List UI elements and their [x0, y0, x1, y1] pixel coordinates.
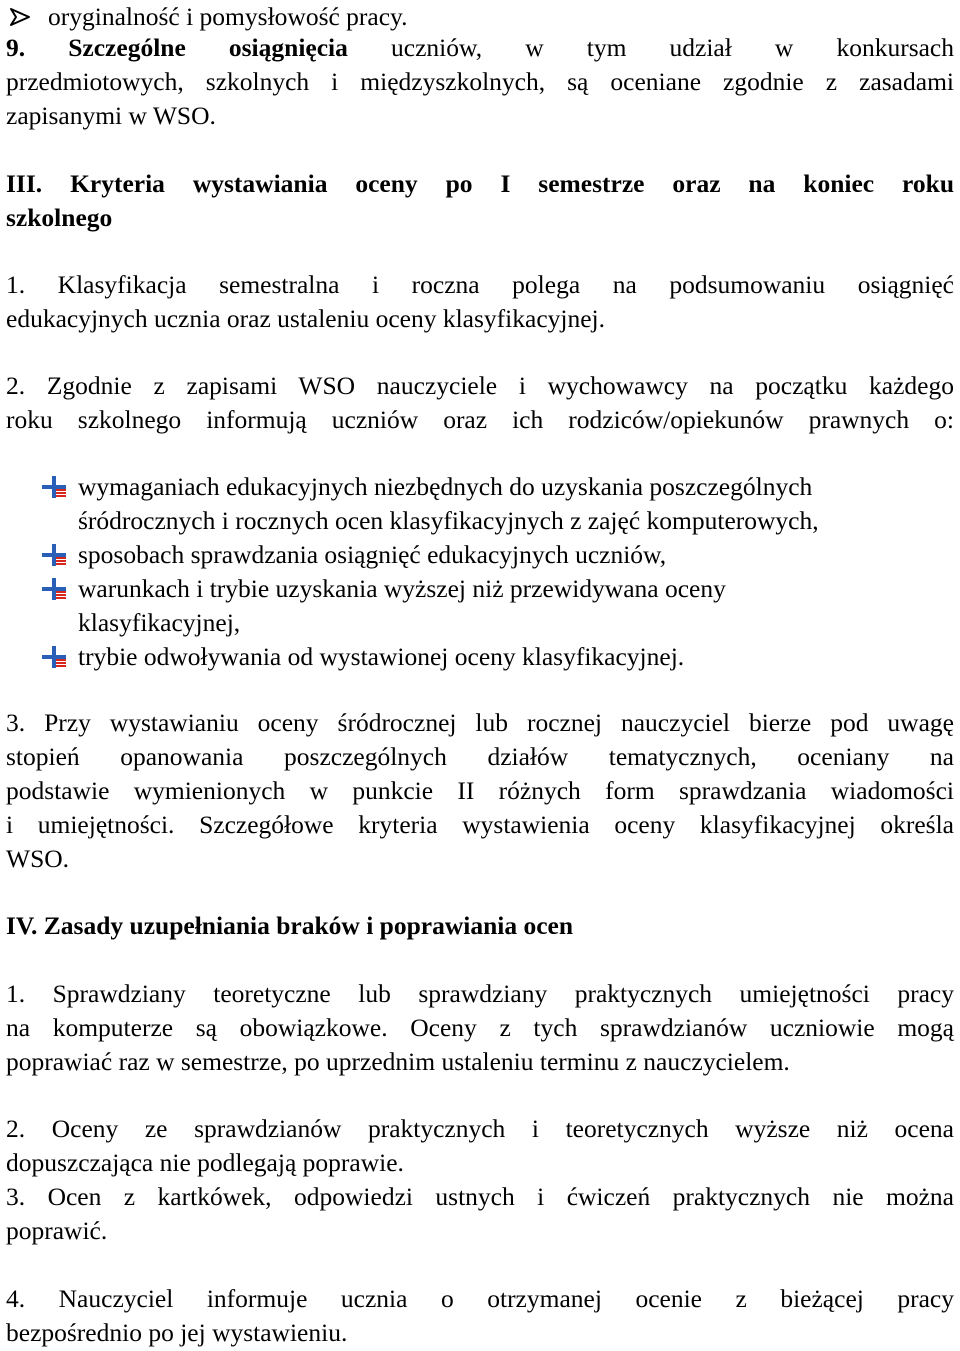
section-3-paragraph-3-line-3: podstawie wymienionych w punkcie II różnych form sprawdzania wiadomości — [6, 776, 954, 805]
section-3-paragraph-3-line-1: 3. Przy wystawianiu oceny śródrocznej lub rocznej nauczyciel bierze pod uwagę — [6, 708, 954, 737]
section-3-paragraph-1-line-2: edukacyjnych ucznia oraz ustaleniu oceny klasyfikacyjnej. — [6, 304, 606, 333]
section-3-paragraph-3-line-5: WSO. — [6, 844, 70, 873]
bullet-item-line-1: trybie odwoływania od wystawionej oceny klasyfikacyjnej. — [78, 642, 685, 671]
section-3-heading-line-1: III. Kryteria wystawiania oceny po I semestrze oraz na koniec roku — [6, 169, 954, 198]
bullet-item-line-2: klasyfikacyjnej, — [78, 608, 241, 637]
section-4-paragraph-2-line-1: 2. Oceny ze sprawdzianów praktycznych i teoretycznych wyższe niż ocena — [6, 1114, 954, 1143]
section-4-paragraph-3-line-2: poprawić. — [6, 1216, 108, 1245]
plus-grid-bullet-icon — [42, 646, 68, 668]
arrow-list-item-text: oryginalność i pomysłowość pracy. — [48, 2, 408, 31]
requirements-bullet-list — [6, 470, 954, 674]
section-3-paragraph-3-line-4: i umiejętności. Szczegółowe kryteria wystawienia oceny klasyfikacyjnej określa — [6, 810, 954, 839]
section-4-paragraph-1-line-1: 1. Sprawdziany teoretyczne lub sprawdziany praktycznych umiejętności pracy — [6, 979, 954, 1008]
section-3-paragraph-2 — [6, 369, 954, 437]
bullet-item — [6, 640, 954, 674]
section-4-paragraph-4-line-1: 4. Nauczyciel informuje ucznia o otrzymanej ocenie z bieżącej pracy — [6, 1284, 954, 1313]
section-3-paragraph-1 — [6, 268, 954, 336]
section-3-paragraph-1-line-1: 1. Klasyfikacja semestralna i roczna polega na podsumowaniu osiągnięć — [6, 270, 954, 299]
paragraph-9-line-3: zapisanymi w WSO. — [6, 101, 216, 130]
paragraph-9-number: 9. — [6, 33, 26, 62]
section-4-paragraph-1-line-3: poprawiać raz w semestrze, po uprzednim ustaleniu terminu z nauczycielem. — [6, 1047, 790, 1076]
section-4-heading-title: IV. Zasady uzupełniania braków i poprawiania ocen — [6, 911, 574, 940]
section-3-heading — [6, 167, 954, 235]
paragraph-9-line-1 — [6, 31, 954, 65]
section-4-paragraph-4-line-2: bezpośrednio po jej wystawieniu. — [6, 1318, 348, 1347]
section-4-paragraph-1-line-2: na komputerze są obowiązkowe. Oceny z tych sprawdzianów uczniowie mogą — [6, 1013, 954, 1042]
bullet-item — [6, 572, 954, 640]
paragraph-9-line-2: przedmiotowych, szkolnych i międzyszkolnych, są oceniane zgodnie z zasadami — [6, 67, 954, 96]
section-3-paragraph-3-line-2: stopień opanowania poszczególnych działów tematycznych, oceniany na — [6, 742, 954, 771]
paragraph-9 — [6, 31, 954, 133]
bullet-item-line-1: warunkach i trybie uzyskania wyższej niż przewidywana oceny — [78, 574, 726, 603]
plus-grid-bullet-icon — [42, 544, 68, 566]
section-4-paragraph-3-line-1: 3. Ocen z kartkówek, odpowiedzi ustnych i ćwiczeń praktycznych nie można — [6, 1182, 954, 1211]
arrow-list-item — [6, 0, 954, 34]
section-4-paragraph-4 — [6, 1282, 954, 1350]
bullet-item-line-1: sposobach sprawdzania osiągnięć edukacyjnych uczniów, — [78, 540, 667, 569]
section-4-paragraph-3 — [6, 1180, 954, 1248]
section-3-paragraph-3 — [6, 706, 954, 876]
paragraph-9-line-1-rest: uczniów, w tym udział w konkursach — [391, 33, 954, 62]
arrowhead-outline-icon — [9, 7, 31, 27]
bullet-item-line-1: wymaganiach edukacyjnych niezbędnych do uzyskania poszczególnych — [78, 472, 813, 501]
section-3-paragraph-2-line-1: 2. Zgodnie z zapisami WSO nauczyciele i wychowawcy na początku każdego — [6, 371, 954, 400]
bullet-item-line-2: śródrocznych i rocznych ocen klasyfikacyjnych z zajęć komputerowych, — [78, 506, 819, 535]
section-4-paragraph-2 — [6, 1112, 954, 1180]
section-3-heading-line-2: szkolnego — [6, 203, 113, 232]
paragraph-9-bold-phrase: Szczególne osiągnięcia — [68, 33, 348, 62]
plus-grid-bullet-icon — [42, 578, 68, 600]
bullet-item — [6, 470, 954, 538]
bullet-item — [6, 538, 954, 572]
section-4-paragraph-1 — [6, 977, 954, 1079]
plus-grid-bullet-icon — [42, 476, 68, 498]
section-4-paragraph-2-line-2: dopuszczająca nie podlegają poprawie. — [6, 1148, 404, 1177]
section-3-paragraph-2-line-2: roku szkolnego informują uczniów oraz ich rodziców/opiekunów prawnych o: — [6, 405, 954, 434]
section-4-heading — [6, 909, 954, 943]
